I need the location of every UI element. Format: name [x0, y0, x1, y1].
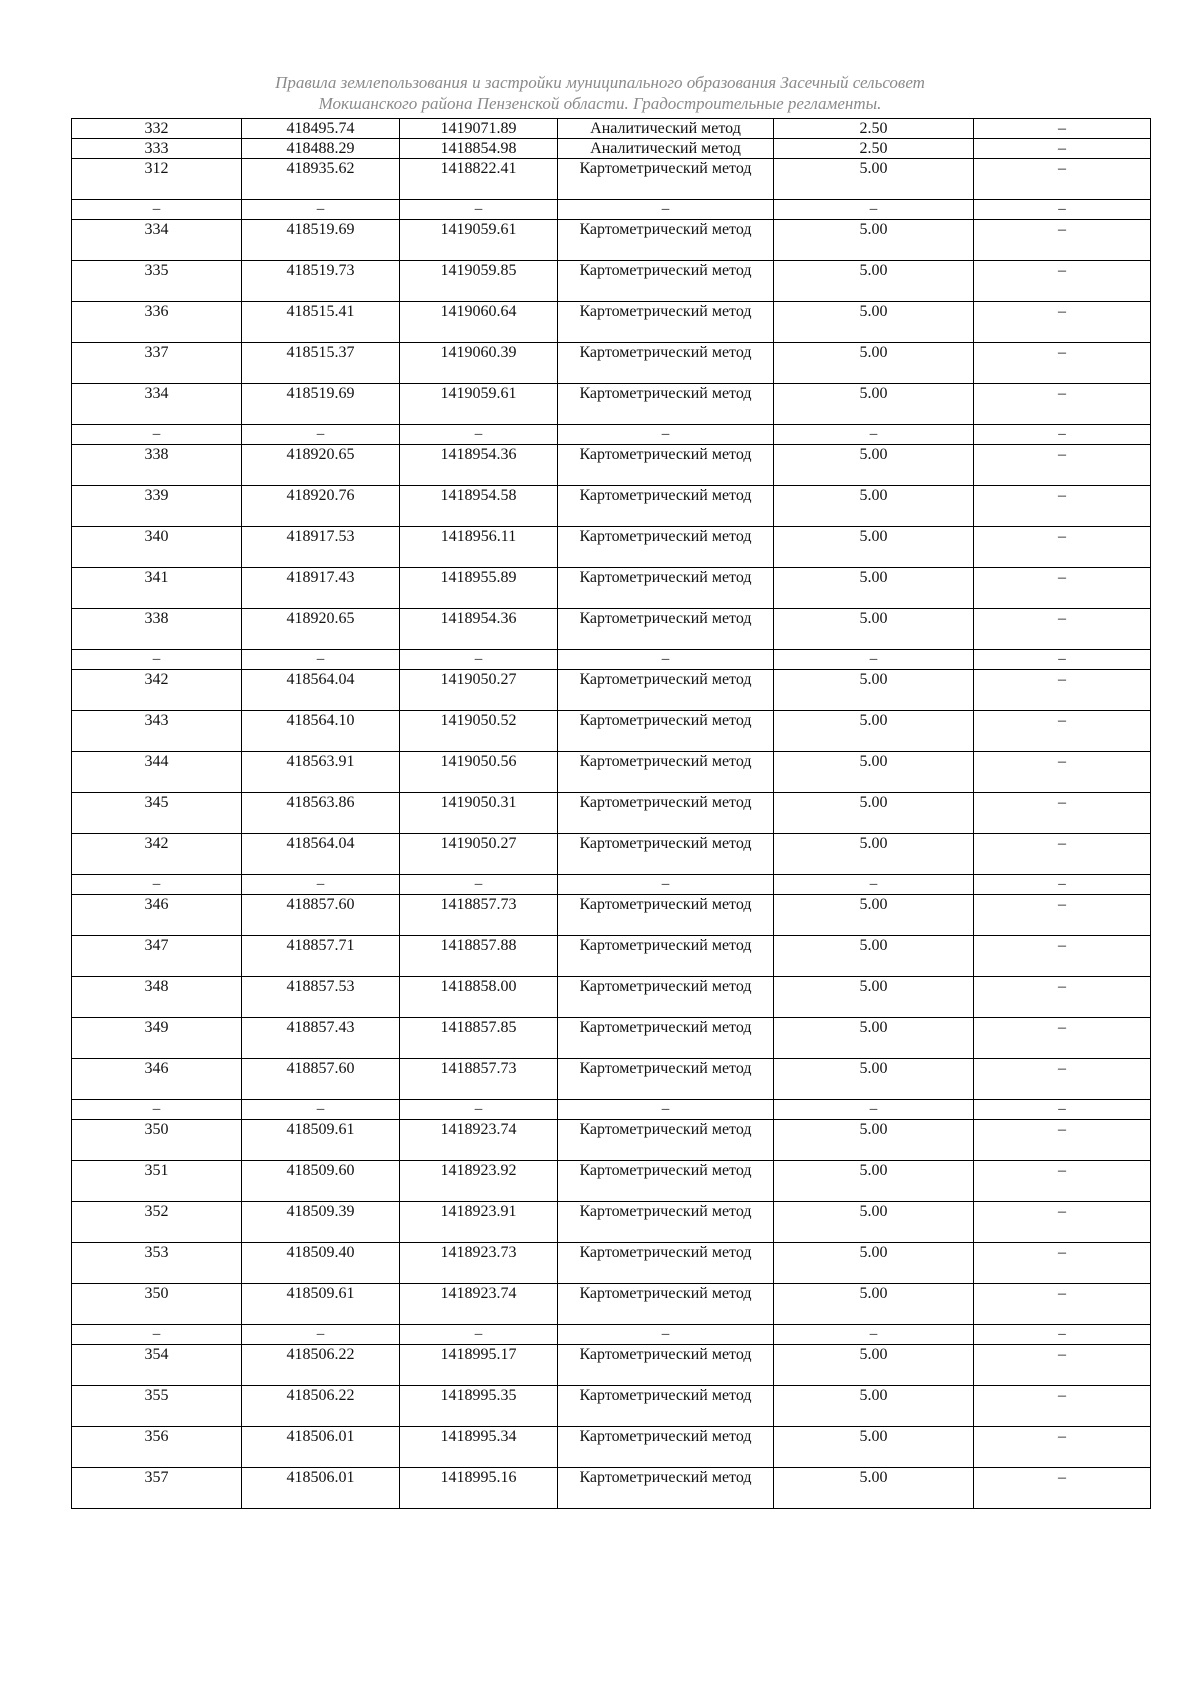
description-cell: – — [974, 1427, 1151, 1468]
table-row — [72, 302, 1151, 343]
method-cell: – — [558, 1100, 774, 1120]
x-coordinate-cell: – — [242, 1325, 400, 1345]
table-row — [72, 527, 1151, 568]
accuracy-cell: 5.00 — [774, 343, 974, 384]
point-number-cell: 335 — [72, 261, 242, 302]
description-cell: – — [974, 1386, 1151, 1427]
description-cell: – — [974, 1202, 1151, 1243]
table-row — [72, 1161, 1151, 1202]
x-coordinate-cell: 418519.73 — [242, 261, 400, 302]
description-cell: – — [974, 895, 1151, 936]
point-number-cell: 345 — [72, 793, 242, 834]
method-cell: – — [558, 875, 774, 895]
point-number-cell: 346 — [72, 895, 242, 936]
table-row — [72, 793, 1151, 834]
point-number-cell: – — [72, 200, 242, 220]
accuracy-cell: 5.00 — [774, 445, 974, 486]
method-cell: – — [558, 650, 774, 670]
method-cell: Картометрический метод — [558, 895, 774, 936]
method-cell: Аналитический метод — [558, 119, 774, 139]
x-coordinate-cell: 418495.74 — [242, 119, 400, 139]
table-row — [72, 139, 1151, 159]
description-cell: – — [974, 711, 1151, 752]
x-coordinate-cell: 418506.22 — [242, 1386, 400, 1427]
description-cell: – — [974, 977, 1151, 1018]
y-coordinate-cell: – — [400, 875, 558, 895]
point-number-cell: – — [72, 875, 242, 895]
point-number-cell: 348 — [72, 977, 242, 1018]
description-cell: – — [974, 609, 1151, 650]
accuracy-cell: 2.50 — [774, 139, 974, 159]
y-coordinate-cell: 1419071.89 — [400, 119, 558, 139]
description-cell: – — [974, 486, 1151, 527]
method-cell: Картометрический метод — [558, 343, 774, 384]
method-cell: Картометрический метод — [558, 752, 774, 793]
description-cell: – — [974, 793, 1151, 834]
table-row — [72, 1345, 1151, 1386]
y-coordinate-cell: 1418923.74 — [400, 1284, 558, 1325]
table-row — [72, 1018, 1151, 1059]
table-row — [72, 261, 1151, 302]
table-row — [72, 343, 1151, 384]
method-cell: Картометрический метод — [558, 670, 774, 711]
coordinates-table-body — [72, 119, 1151, 1509]
accuracy-cell: 5.00 — [774, 1202, 974, 1243]
point-number-cell: 338 — [72, 445, 242, 486]
description-cell: – — [974, 1100, 1151, 1120]
y-coordinate-cell: – — [400, 650, 558, 670]
accuracy-cell: 5.00 — [774, 752, 974, 793]
x-coordinate-cell: 418563.86 — [242, 793, 400, 834]
method-cell: Картометрический метод — [558, 1386, 774, 1427]
y-coordinate-cell: 1418923.74 — [400, 1120, 558, 1161]
y-coordinate-cell: 1418857.85 — [400, 1018, 558, 1059]
accuracy-cell: 5.00 — [774, 1120, 974, 1161]
description-cell: – — [974, 425, 1151, 445]
point-number-cell: 337 — [72, 343, 242, 384]
separator-row — [72, 200, 1151, 220]
x-coordinate-cell: 418506.01 — [242, 1468, 400, 1509]
x-coordinate-cell: 418857.71 — [242, 936, 400, 977]
accuracy-cell: 5.00 — [774, 609, 974, 650]
accuracy-cell: 5.00 — [774, 1161, 974, 1202]
method-cell: Картометрический метод — [558, 384, 774, 425]
point-number-cell: 350 — [72, 1120, 242, 1161]
accuracy-cell: 5.00 — [774, 1345, 974, 1386]
x-coordinate-cell: 418935.62 — [242, 159, 400, 200]
point-number-cell: 332 — [72, 119, 242, 139]
y-coordinate-cell: 1418995.34 — [400, 1427, 558, 1468]
x-coordinate-cell: 418519.69 — [242, 220, 400, 261]
x-coordinate-cell: 418564.04 — [242, 670, 400, 711]
method-cell: Картометрический метод — [558, 1059, 774, 1100]
accuracy-cell: – — [774, 200, 974, 220]
method-cell: Картометрический метод — [558, 1345, 774, 1386]
method-cell: Картометрический метод — [558, 936, 774, 977]
method-cell: – — [558, 1325, 774, 1345]
separator-row — [72, 650, 1151, 670]
y-coordinate-cell: – — [400, 425, 558, 445]
y-coordinate-cell: 1419050.52 — [400, 711, 558, 752]
description-cell: – — [974, 343, 1151, 384]
table-row — [72, 384, 1151, 425]
description-cell: – — [974, 752, 1151, 793]
x-coordinate-cell: 418920.65 — [242, 445, 400, 486]
point-number-cell: 338 — [72, 609, 242, 650]
method-cell: Картометрический метод — [558, 1427, 774, 1468]
accuracy-cell: – — [774, 875, 974, 895]
point-number-cell: 341 — [72, 568, 242, 609]
method-cell: Аналитический метод — [558, 139, 774, 159]
point-number-cell: 339 — [72, 486, 242, 527]
table-row — [72, 711, 1151, 752]
x-coordinate-cell: 418506.01 — [242, 1427, 400, 1468]
description-cell: – — [974, 261, 1151, 302]
point-number-cell: – — [72, 1325, 242, 1345]
point-number-cell: 340 — [72, 527, 242, 568]
method-cell: Картометрический метод — [558, 159, 774, 200]
description-cell: – — [974, 384, 1151, 425]
y-coordinate-cell: 1418923.92 — [400, 1161, 558, 1202]
method-cell: Картометрический метод — [558, 711, 774, 752]
x-coordinate-cell: 418920.76 — [242, 486, 400, 527]
accuracy-cell: – — [774, 650, 974, 670]
x-coordinate-cell: 418515.37 — [242, 343, 400, 384]
description-cell: – — [974, 1468, 1151, 1509]
point-number-cell: – — [72, 650, 242, 670]
method-cell: Картометрический метод — [558, 261, 774, 302]
accuracy-cell: 5.00 — [774, 936, 974, 977]
y-coordinate-cell: 1419059.61 — [400, 384, 558, 425]
y-coordinate-cell: – — [400, 1100, 558, 1120]
x-coordinate-cell: 418509.61 — [242, 1120, 400, 1161]
accuracy-cell: 5.00 — [774, 384, 974, 425]
accuracy-cell: 5.00 — [774, 220, 974, 261]
coordinates-table — [71, 118, 1151, 1509]
x-coordinate-cell: 418920.65 — [242, 609, 400, 650]
x-coordinate-cell: 418509.39 — [242, 1202, 400, 1243]
table-row — [72, 1059, 1151, 1100]
x-coordinate-cell: 418917.53 — [242, 527, 400, 568]
description-cell: – — [974, 302, 1151, 343]
table-row — [72, 119, 1151, 139]
accuracy-cell: 5.00 — [774, 1427, 974, 1468]
y-coordinate-cell: 1418858.00 — [400, 977, 558, 1018]
x-coordinate-cell: 418857.53 — [242, 977, 400, 1018]
description-cell: – — [974, 1018, 1151, 1059]
table-row — [72, 220, 1151, 261]
table-row — [72, 1386, 1151, 1427]
method-cell: Картометрический метод — [558, 1468, 774, 1509]
method-cell: Картометрический метод — [558, 609, 774, 650]
point-number-cell: 342 — [72, 834, 242, 875]
point-number-cell: 356 — [72, 1427, 242, 1468]
point-number-cell: 351 — [72, 1161, 242, 1202]
accuracy-cell: 5.00 — [774, 670, 974, 711]
description-cell: – — [974, 159, 1151, 200]
accuracy-cell: – — [774, 425, 974, 445]
table-row — [72, 670, 1151, 711]
table-row — [72, 1120, 1151, 1161]
y-coordinate-cell: 1419050.56 — [400, 752, 558, 793]
y-coordinate-cell: 1418954.58 — [400, 486, 558, 527]
point-number-cell: 336 — [72, 302, 242, 343]
accuracy-cell: 5.00 — [774, 1284, 974, 1325]
accuracy-cell: – — [774, 1325, 974, 1345]
accuracy-cell: 5.00 — [774, 568, 974, 609]
description-cell: – — [974, 527, 1151, 568]
y-coordinate-cell: 1419060.64 — [400, 302, 558, 343]
x-coordinate-cell: 418509.60 — [242, 1161, 400, 1202]
y-coordinate-cell: 1419060.39 — [400, 343, 558, 384]
x-coordinate-cell: 418857.43 — [242, 1018, 400, 1059]
table-row — [72, 1202, 1151, 1243]
separator-row — [72, 1325, 1151, 1345]
y-coordinate-cell: 1418854.98 — [400, 139, 558, 159]
accuracy-cell: 5.00 — [774, 1243, 974, 1284]
separator-row — [72, 1100, 1151, 1120]
y-coordinate-cell: – — [400, 200, 558, 220]
y-coordinate-cell: 1418995.17 — [400, 1345, 558, 1386]
table-row — [72, 834, 1151, 875]
y-coordinate-cell: – — [400, 1325, 558, 1345]
point-number-cell: 333 — [72, 139, 242, 159]
table-row — [72, 609, 1151, 650]
y-coordinate-cell: 1418923.91 — [400, 1202, 558, 1243]
x-coordinate-cell: – — [242, 425, 400, 445]
y-coordinate-cell: 1418923.73 — [400, 1243, 558, 1284]
header-line-2: Мокшанского района Пензенской области. Градостроительные регламенты. — [318, 94, 882, 113]
table-row — [72, 977, 1151, 1018]
accuracy-cell: 5.00 — [774, 302, 974, 343]
point-number-cell: 344 — [72, 752, 242, 793]
y-coordinate-cell: 1418857.73 — [400, 895, 558, 936]
method-cell: Картометрический метод — [558, 568, 774, 609]
y-coordinate-cell: 1419050.27 — [400, 670, 558, 711]
point-number-cell: – — [72, 1100, 242, 1120]
x-coordinate-cell: 418917.43 — [242, 568, 400, 609]
table-row — [72, 568, 1151, 609]
y-coordinate-cell: 1419059.85 — [400, 261, 558, 302]
point-number-cell: 357 — [72, 1468, 242, 1509]
accuracy-cell: 2.50 — [774, 119, 974, 139]
table-row — [72, 445, 1151, 486]
x-coordinate-cell: 418564.04 — [242, 834, 400, 875]
description-cell: – — [974, 119, 1151, 139]
point-number-cell: 350 — [72, 1284, 242, 1325]
method-cell: Картометрический метод — [558, 1120, 774, 1161]
y-coordinate-cell: 1418955.89 — [400, 568, 558, 609]
point-number-cell: 353 — [72, 1243, 242, 1284]
accuracy-cell: 5.00 — [774, 486, 974, 527]
table-row — [72, 752, 1151, 793]
y-coordinate-cell: 1419059.61 — [400, 220, 558, 261]
method-cell: – — [558, 200, 774, 220]
method-cell: Картометрический метод — [558, 834, 774, 875]
method-cell: Картометрический метод — [558, 445, 774, 486]
y-coordinate-cell: 1418995.35 — [400, 1386, 558, 1427]
description-cell: – — [974, 1243, 1151, 1284]
y-coordinate-cell: 1418857.88 — [400, 936, 558, 977]
accuracy-cell: 5.00 — [774, 977, 974, 1018]
x-coordinate-cell: 418509.61 — [242, 1284, 400, 1325]
method-cell: Картометрический метод — [558, 793, 774, 834]
method-cell: Картометрический метод — [558, 977, 774, 1018]
x-coordinate-cell: – — [242, 875, 400, 895]
description-cell: – — [974, 220, 1151, 261]
y-coordinate-cell: 1418956.11 — [400, 527, 558, 568]
table-row — [72, 1284, 1151, 1325]
description-cell: – — [974, 670, 1151, 711]
accuracy-cell: 5.00 — [774, 895, 974, 936]
accuracy-cell: 5.00 — [774, 1018, 974, 1059]
accuracy-cell: 5.00 — [774, 527, 974, 568]
x-coordinate-cell: 418506.22 — [242, 1345, 400, 1386]
description-cell: – — [974, 650, 1151, 670]
method-cell: Картометрический метод — [558, 1202, 774, 1243]
description-cell: – — [974, 834, 1151, 875]
y-coordinate-cell: 1418857.73 — [400, 1059, 558, 1100]
point-number-cell: 343 — [72, 711, 242, 752]
accuracy-cell: 5.00 — [774, 1468, 974, 1509]
x-coordinate-cell: 418857.60 — [242, 895, 400, 936]
x-coordinate-cell: 418488.29 — [242, 139, 400, 159]
y-coordinate-cell: 1418822.41 — [400, 159, 558, 200]
description-cell: – — [974, 1059, 1151, 1100]
y-coordinate-cell: 1418954.36 — [400, 445, 558, 486]
description-cell: – — [974, 568, 1151, 609]
point-number-cell: 352 — [72, 1202, 242, 1243]
y-coordinate-cell: 1418995.16 — [400, 1468, 558, 1509]
method-cell: Картометрический метод — [558, 1243, 774, 1284]
table-row — [72, 1427, 1151, 1468]
description-cell: – — [974, 200, 1151, 220]
method-cell: Картометрический метод — [558, 1161, 774, 1202]
y-coordinate-cell: 1419050.31 — [400, 793, 558, 834]
description-cell: – — [974, 1120, 1151, 1161]
accuracy-cell: 5.00 — [774, 834, 974, 875]
accuracy-cell: 5.00 — [774, 711, 974, 752]
description-cell: – — [974, 875, 1151, 895]
point-number-cell: 334 — [72, 220, 242, 261]
accuracy-cell: 5.00 — [774, 1386, 974, 1427]
x-coordinate-cell: 418857.60 — [242, 1059, 400, 1100]
x-coordinate-cell: – — [242, 650, 400, 670]
table-row — [72, 895, 1151, 936]
method-cell: Картометрический метод — [558, 220, 774, 261]
y-coordinate-cell: 1418954.36 — [400, 609, 558, 650]
method-cell: Картометрический метод — [558, 1284, 774, 1325]
table-row — [72, 936, 1151, 977]
point-number-cell: 334 — [72, 384, 242, 425]
header-line-1: Правила землепользования и застройки муниципального образования Засечный сельсовет — [275, 73, 925, 92]
table-row — [72, 1468, 1151, 1509]
point-number-cell: 342 — [72, 670, 242, 711]
point-number-cell: 355 — [72, 1386, 242, 1427]
x-coordinate-cell: 418515.41 — [242, 302, 400, 343]
description-cell: – — [974, 1325, 1151, 1345]
point-number-cell: – — [72, 425, 242, 445]
point-number-cell: 354 — [72, 1345, 242, 1386]
description-cell: – — [974, 445, 1151, 486]
method-cell: – — [558, 425, 774, 445]
x-coordinate-cell: 418564.10 — [242, 711, 400, 752]
point-number-cell: 346 — [72, 1059, 242, 1100]
point-number-cell: 312 — [72, 159, 242, 200]
method-cell: Картометрический метод — [558, 486, 774, 527]
method-cell: Картометрический метод — [558, 1018, 774, 1059]
description-cell: – — [974, 1284, 1151, 1325]
separator-row — [72, 425, 1151, 445]
x-coordinate-cell: 418563.91 — [242, 752, 400, 793]
x-coordinate-cell: – — [242, 200, 400, 220]
x-coordinate-cell: 418509.40 — [242, 1243, 400, 1284]
page-header — [0, 72, 1200, 114]
accuracy-cell: 5.00 — [774, 159, 974, 200]
accuracy-cell: 5.00 — [774, 261, 974, 302]
point-number-cell: 347 — [72, 936, 242, 977]
point-number-cell: 349 — [72, 1018, 242, 1059]
x-coordinate-cell: – — [242, 1100, 400, 1120]
table-row — [72, 159, 1151, 200]
method-cell: Картометрический метод — [558, 302, 774, 343]
y-coordinate-cell: 1419050.27 — [400, 834, 558, 875]
method-cell: Картометрический метод — [558, 527, 774, 568]
table-row — [72, 486, 1151, 527]
description-cell: – — [974, 139, 1151, 159]
x-coordinate-cell: 418519.69 — [242, 384, 400, 425]
accuracy-cell: – — [774, 1100, 974, 1120]
table-row — [72, 1243, 1151, 1284]
separator-row — [72, 875, 1151, 895]
accuracy-cell: 5.00 — [774, 1059, 974, 1100]
description-cell: – — [974, 1161, 1151, 1202]
description-cell: – — [974, 1345, 1151, 1386]
description-cell: – — [974, 936, 1151, 977]
accuracy-cell: 5.00 — [774, 793, 974, 834]
